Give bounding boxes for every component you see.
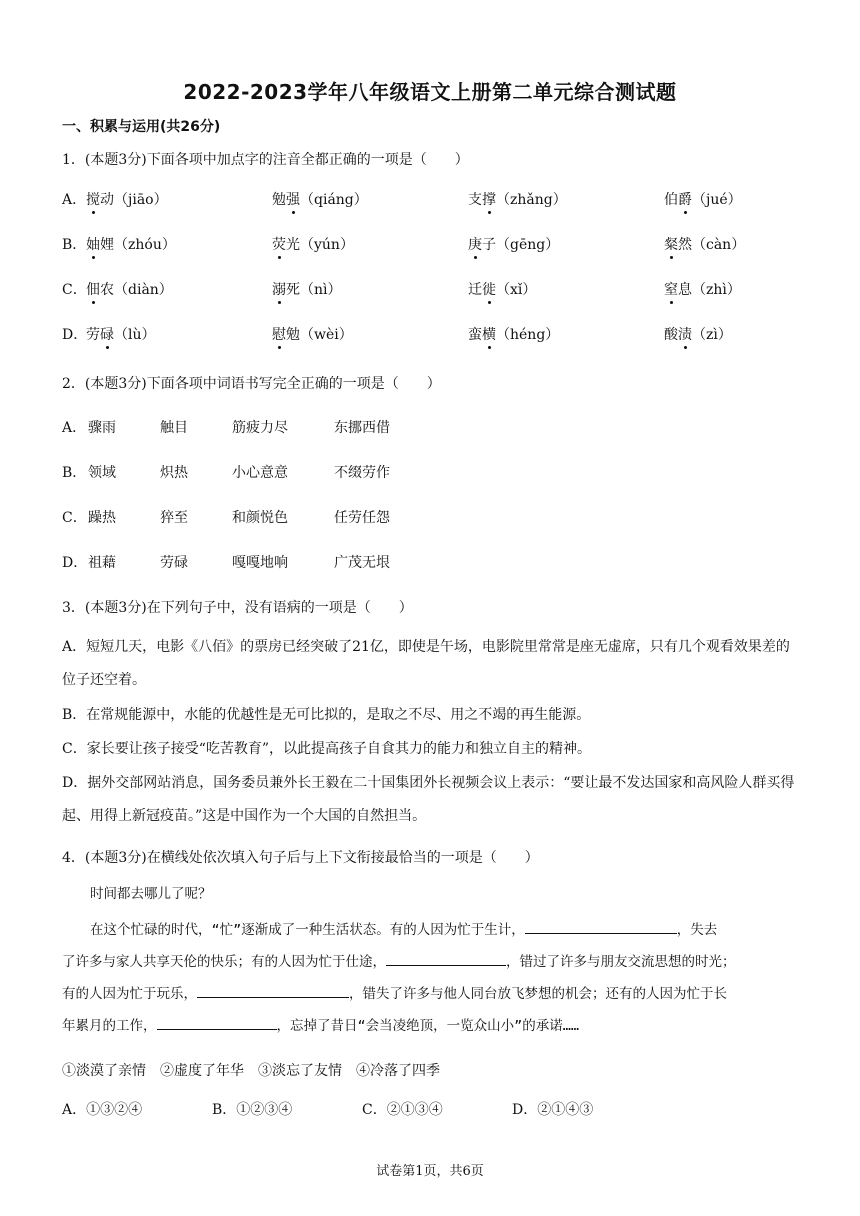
question-3-option-a: A．短短几天，电影《八佰》的票房已经突破了21亿，即使是午场，电影院里常常是座无虚席，只有几个观看效果差的位子还空着。 — [62, 639, 790, 688]
answer-option[interactable]: D．②①④③ — [512, 1102, 594, 1118]
question-3-option-c: C．家长要让孩子接受“吃苦教育”，以此提高孩子自食其力的能力和独立自主的精神。 — [62, 741, 592, 757]
option-letter[interactable]: C． — [62, 282, 87, 298]
dotted-character: 慰 — [272, 324, 286, 344]
question-1-stem: 1．(本题3分)下面各项中加点字的注音全都正确的一项是（ ） — [62, 152, 469, 168]
answer-blank[interactable] — [525, 919, 677, 934]
word-item: 嘎嘎地响 — [232, 555, 288, 571]
word-item: 劳碌 — [160, 555, 188, 571]
word-item: 广茂无垠 — [334, 555, 390, 571]
question-4-choices: ①淡漠了亲情 ②虚度了年华 ③淡忘了友情 ④冷落了四季 — [62, 1063, 440, 1079]
page-title: 2022-2023学年八年级语文上册第二单元综合测试题 — [183, 80, 677, 104]
word-item: 小心意意 — [232, 465, 288, 481]
option-letter[interactable]: B． — [62, 237, 87, 253]
option-letter[interactable]: B． — [62, 465, 87, 481]
dotted-character: 渍 — [678, 324, 692, 344]
pinyin-item: 溺死（nì） — [272, 279, 342, 299]
dotted-character: 佃 — [86, 279, 100, 299]
word-item: 领域 — [88, 465, 116, 481]
dotted-character: 徙 — [482, 279, 496, 299]
word-item: 任劳任怨 — [334, 510, 390, 526]
page-footer: 试卷第1页，共6页 — [376, 1164, 484, 1179]
word-item: 躁热 — [88, 510, 116, 526]
pinyin-item: 勉强（qiáng） — [272, 189, 368, 209]
pinyin-item: 搅动（jiāo） — [86, 189, 168, 209]
pinyin-item: 支撑（zhǎng） — [468, 189, 567, 209]
option-letter[interactable]: D． — [62, 555, 88, 571]
option-letter[interactable]: A． — [62, 192, 87, 208]
pinyin-item: 妯娌（zhóu） — [86, 234, 176, 254]
pinyin-item: 酸渍（zì） — [664, 324, 732, 344]
word-item: 触目 — [160, 420, 188, 436]
section-heading: 一、积累与运用(共26分) — [62, 119, 221, 135]
pinyin-item: 粲然（càn） — [664, 234, 745, 254]
pinyin-item: 迁徙（xǐ） — [468, 279, 536, 299]
pinyin-item: 劳碌（lù） — [86, 324, 156, 344]
answer-option[interactable]: B．①②③④ — [212, 1102, 293, 1118]
pinyin-item: 慰勉（wèi） — [272, 324, 353, 344]
question-3-option-b: B．在常规能源中，水能的优越性是无可比拟的，是取之不尽、用之不竭的再生能源。 — [62, 707, 591, 723]
pinyin-item: 佃农（diàn） — [86, 279, 173, 299]
dotted-character: 搅 — [86, 189, 100, 209]
dotted-character: 庚 — [468, 234, 482, 254]
word-item: 和颜悦色 — [232, 510, 288, 526]
answer-blank[interactable] — [386, 951, 506, 966]
passage-body — [62, 914, 800, 1042]
option-letter[interactable]: A． — [62, 420, 87, 436]
dotted-character: 粲 — [664, 234, 678, 254]
passage-line-3: 有的人因为忙于玩乐， ，错失了许多与他人同台放飞梦想的机会；还有的人因为忙于长 — [62, 978, 800, 1010]
passage-title: 时间都去哪儿了呢？ — [90, 886, 212, 902]
answer-blank[interactable] — [157, 1015, 277, 1030]
question-4-stem: 4．(本题3分)在横线处依次填入句子后与上下文衔接最恰当的一项是（ ） — [62, 850, 539, 866]
word-item: 祖藉 — [88, 555, 116, 571]
word-item: 东挪西借 — [334, 420, 390, 436]
pinyin-item: 庚子（gēng） — [468, 234, 559, 254]
answer-option[interactable]: C．②①③④ — [362, 1102, 443, 1118]
word-item: 不缀劳作 — [334, 465, 390, 481]
pinyin-item: 窒息（zhì） — [664, 279, 741, 299]
dotted-character: 横 — [482, 324, 496, 344]
word-item: 筋疲力尽 — [232, 420, 288, 436]
word-item: 猝至 — [160, 510, 188, 526]
answer-option[interactable]: A．①③②④ — [62, 1102, 143, 1118]
word-item: 炽热 — [160, 465, 188, 481]
answer-blank[interactable] — [197, 983, 349, 998]
dotted-character: 碌 — [100, 324, 114, 344]
passage-line-1: 在这个忙碌的时代，“忙”逐渐成了一种生活状态。有的人因为忙于生计， ，失去 — [62, 914, 800, 946]
pinyin-item: 伯爵（jué） — [664, 189, 742, 209]
dotted-character: 溺 — [272, 279, 286, 299]
word-item: 骤雨 — [88, 420, 116, 436]
option-letter[interactable]: D． — [62, 327, 88, 343]
question-3-option-d: D．据外交部网站消息，国务委员兼外长王毅在二十国集团外长视频会议上表示：“要让最不发达国家和高风险人群买得起、用得上新冠疫苗。”这是中国作为一个大国的自然担当。 — [62, 775, 795, 824]
dotted-character: 窒 — [664, 279, 678, 299]
question-2-stem: 2．(本题3分)下面各项中词语书写完全正确的一项是（ ） — [62, 376, 441, 392]
dotted-character: 爵 — [678, 189, 692, 209]
dotted-character: 撑 — [482, 189, 496, 209]
passage-line-4: 年累月的工作， ，忘掉了昔日“会当凌绝顶，一览众山小”的承诺…… — [62, 1010, 800, 1042]
question-3-stem: 3．(本题3分)在下列句子中，没有语病的一项是（ ） — [62, 600, 413, 616]
passage-line-2: 了许多与家人共享天伦的快乐；有的人因为忙于仕途， ，错过了许多与朋友交流思想的时光； — [62, 946, 800, 978]
pinyin-item: 荧光（yún） — [272, 234, 354, 254]
dotted-character: 荧 — [272, 234, 286, 254]
pinyin-item: 蛮横（héng） — [468, 324, 559, 344]
dotted-character: 妯 — [86, 234, 100, 254]
dotted-character: 强 — [286, 189, 300, 209]
option-letter[interactable]: C． — [62, 510, 87, 526]
